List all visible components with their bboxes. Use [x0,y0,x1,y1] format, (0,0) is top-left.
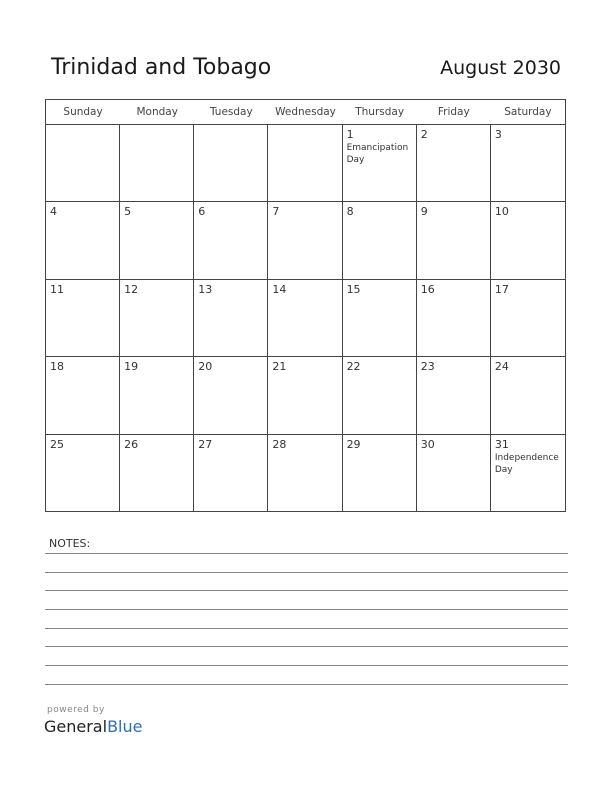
day-cell [194,280,268,357]
day-number: 9 [420,205,428,219]
day-number: 27 [198,437,213,451]
notes-line [45,684,568,685]
day-number: 19 [124,360,139,374]
powered-by-text: powered by [47,705,105,715]
day-number: 31 [494,437,509,451]
notes-label: NOTES: [49,537,91,550]
day-number: 12 [124,282,139,296]
day-cell [120,125,194,202]
day-number: 13 [198,282,213,296]
day-number: 23 [420,360,435,374]
day-cell [194,125,268,202]
day-number: 4 [50,205,57,219]
day-number: 7 [272,205,280,219]
day-cell [491,202,565,279]
day-cell [46,435,120,512]
calendar-grid [45,99,566,512]
day-cell [194,435,268,512]
weekday-label: Tuesday [209,106,253,118]
day-number: 26 [124,437,139,451]
weekday-label: Monday [136,106,178,118]
day-cell [268,280,342,357]
day-number: 28 [272,437,287,451]
day-cells [46,125,565,512]
brand-blue: Blue [107,717,143,736]
month-year-title: August 2030 [440,57,561,79]
day-cell [120,435,194,512]
country-title: Trinidad and Tobago [51,55,272,80]
day-cell [194,357,268,434]
weekday-label: Wednesday [275,106,336,118]
notes-line [45,553,568,554]
day-cell [343,202,417,279]
day-cell [417,280,491,357]
holiday-label: Emancipation Day [346,143,409,165]
day-cell [491,280,565,357]
day-number: 2 [420,128,428,141]
brand-general: General [44,717,108,736]
day-cell [46,280,120,357]
weekday-header-row [46,100,565,125]
day-number: 10 [494,205,509,219]
notes-line [45,590,568,591]
notes-line [45,609,568,610]
day-number: 20 [198,360,213,374]
day-number: 8 [346,205,354,219]
day-number: 24 [494,360,509,374]
day-number: 11 [50,282,64,296]
day-number: 5 [124,205,132,219]
day-number: 15 [346,282,361,296]
day-cell [343,435,417,512]
day-number: 1 [346,128,354,141]
day-cell [491,357,565,434]
notes-line [45,572,568,573]
day-cell [343,357,417,434]
day-number: 14 [272,282,287,296]
day-number: 29 [346,437,361,451]
weekday-label: Thursday [355,106,405,118]
generalblue-logo [44,717,142,736]
day-number: 17 [494,282,509,296]
notes-line [45,665,568,666]
day-cell [46,357,120,434]
day-cell [194,202,268,279]
day-cell [417,202,491,279]
weekday-label: Friday [437,106,470,118]
notes-line [45,628,568,629]
day-cell [268,125,342,202]
day-number: 21 [272,360,287,374]
day-cell [268,202,342,279]
day-cell [417,357,491,434]
day-cell [120,280,194,357]
weekday-label: Sunday [63,106,103,118]
day-cell [268,357,342,434]
day-number: 30 [420,437,435,451]
day-cell [46,202,120,279]
holiday-label: Independence Day [494,452,559,475]
day-cell [491,435,565,512]
day-number: 22 [346,360,361,374]
day-cell [46,125,120,202]
day-number: 25 [50,437,64,451]
day-number: 6 [198,205,206,219]
day-number: 16 [420,282,435,296]
day-number: 18 [50,360,64,374]
notes-line [45,646,568,647]
day-cell [343,125,417,202]
day-cell [491,125,565,202]
day-cell [120,202,194,279]
day-cell [343,280,417,357]
day-cell [120,357,194,434]
day-cell [268,435,342,512]
day-cell [417,435,491,512]
weekday-label: Saturday [504,106,552,118]
day-number: 3 [494,128,502,141]
day-cell [417,125,491,202]
